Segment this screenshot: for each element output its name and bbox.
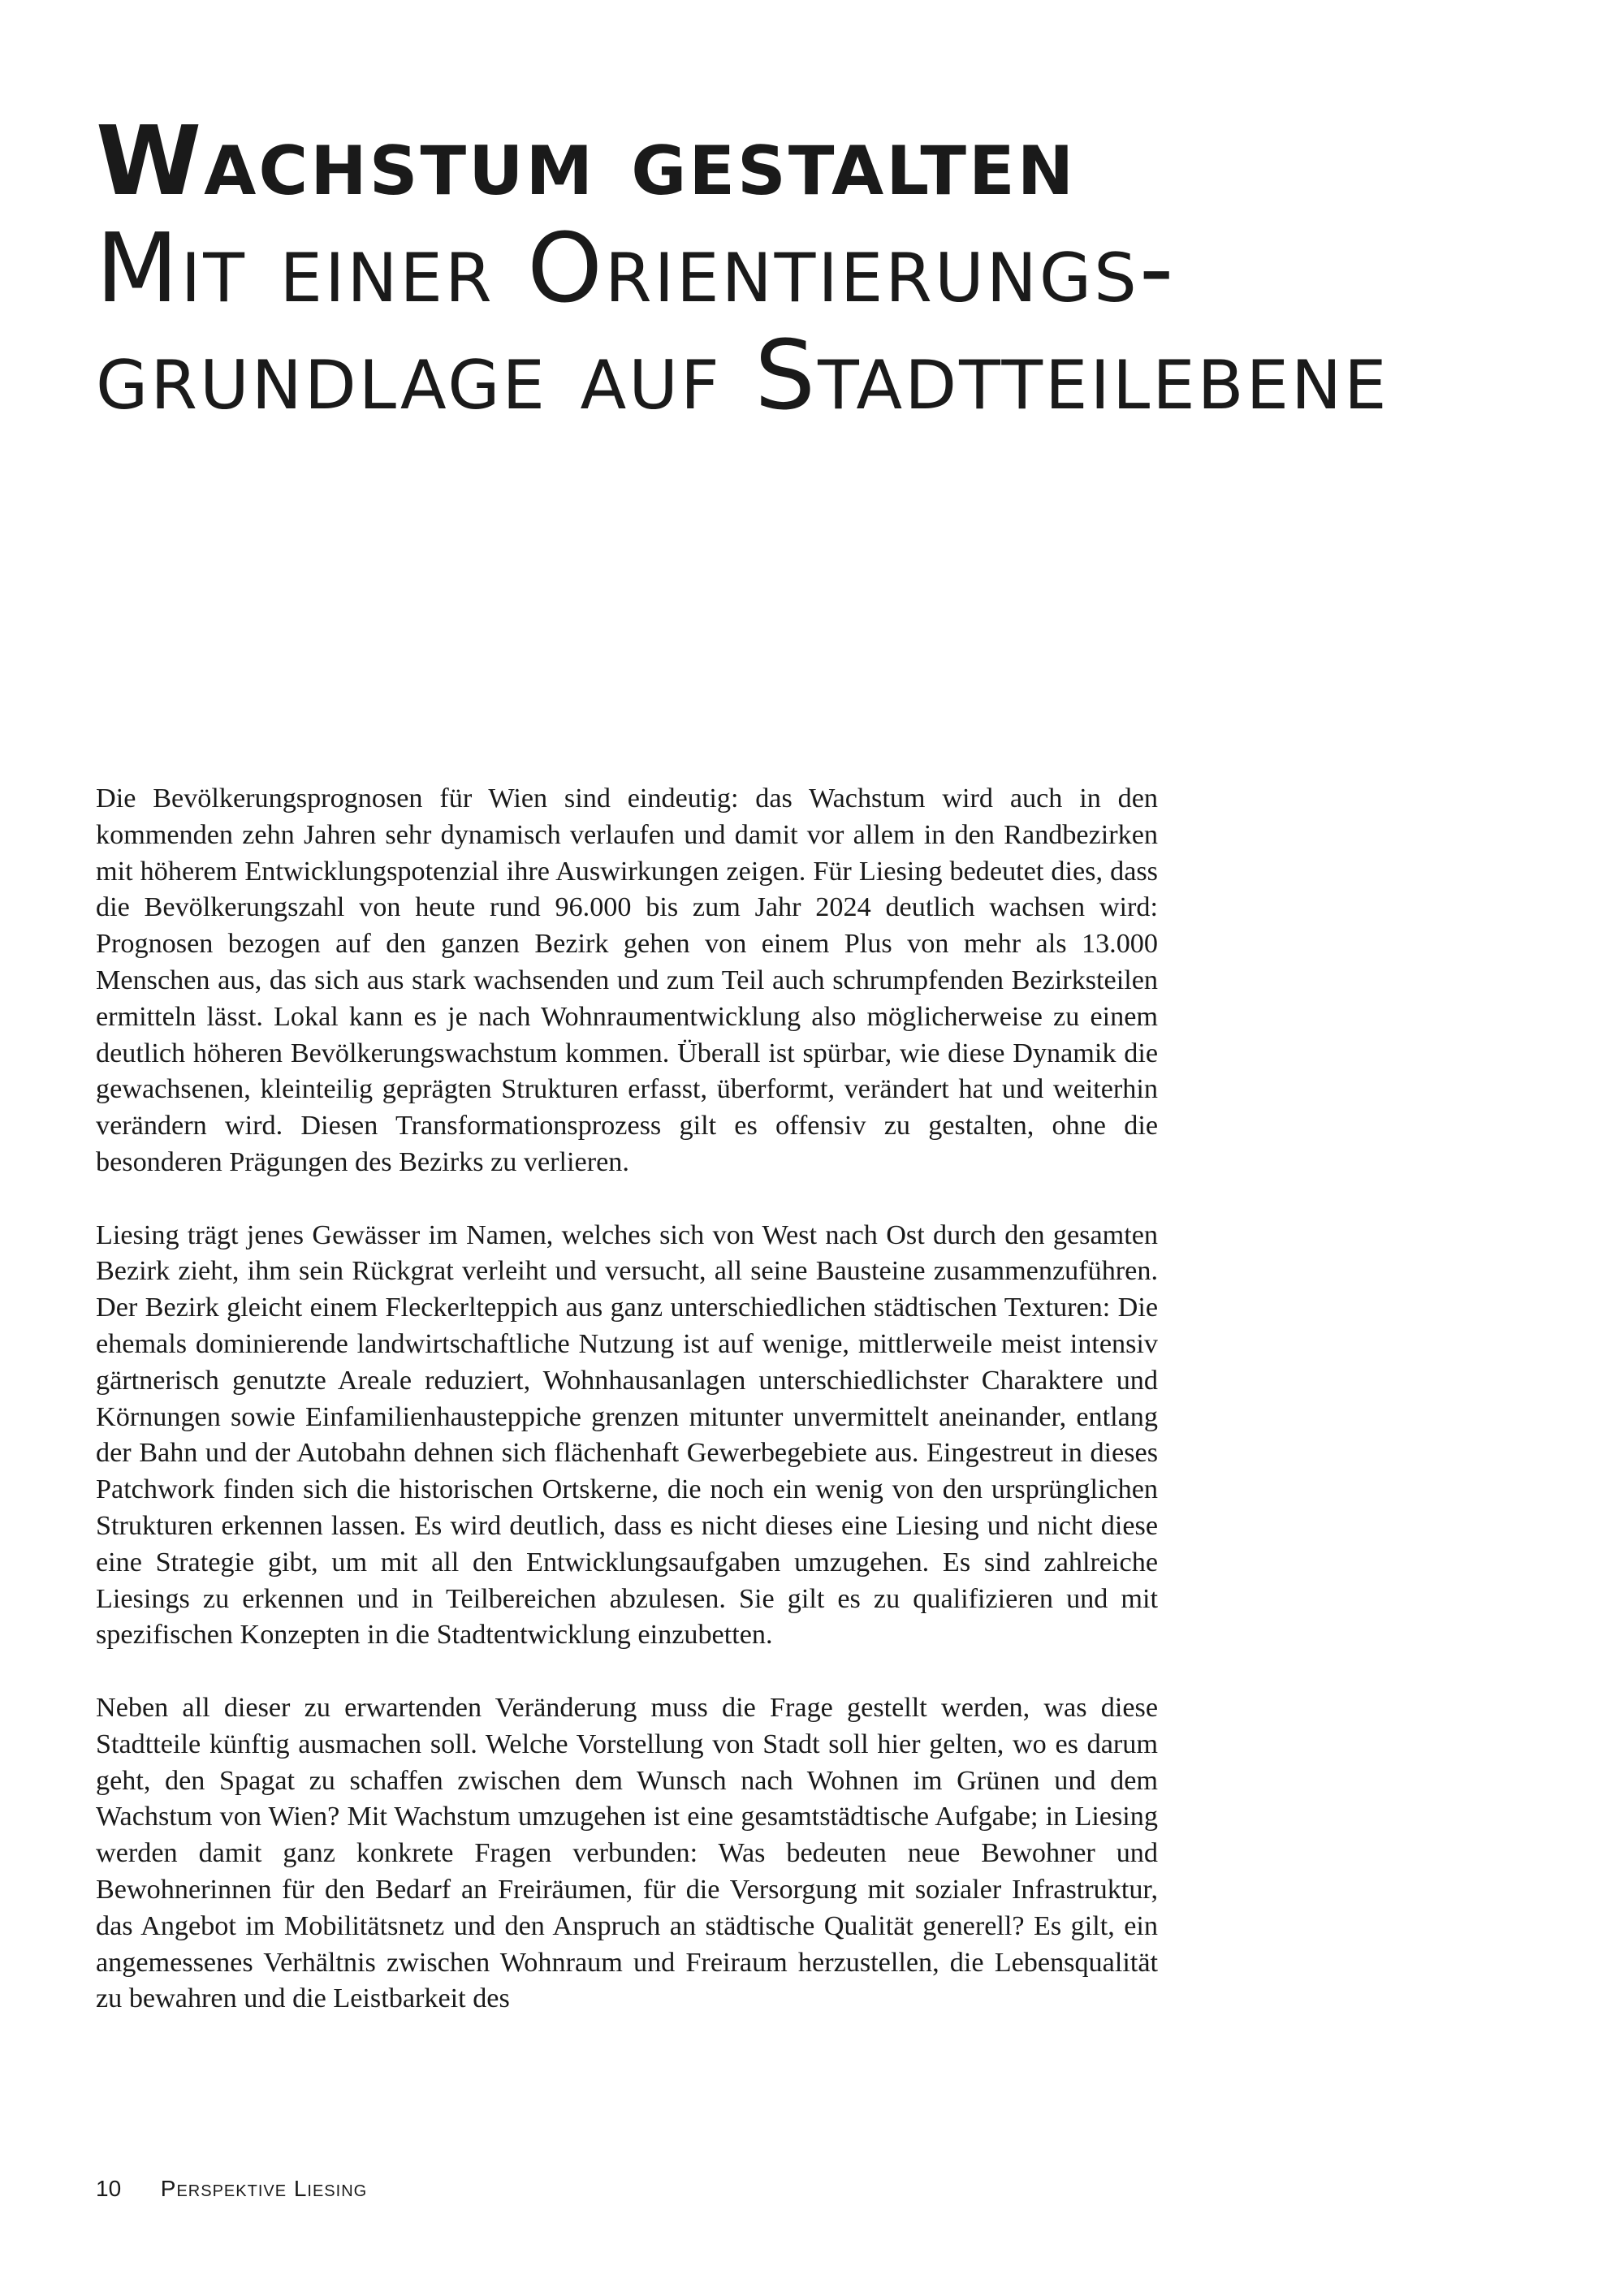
- page-footer: [96, 2176, 367, 2202]
- heading-line-2: Mit einer Orientierungs-: [96, 212, 1177, 324]
- heading-line-1: Wachstum gestalten: [96, 105, 1077, 217]
- paragraph-2: Liesing trägt jenes Gewässer im Namen, welches sich von West nach Ost durch den gesamten Bezirk zieht, ihm sein Rückgrat verleiht und versucht, all seine Bausteine zusammenzuführen. Der Bezirk gleicht einem Fleckerlteppich aus ganz unterschiedlichen städtischen Texturen: Die ehemals dominierende landwirtschaftliche Nutzung ist auf wenige, mittlerweile meist intensiv gärtnerisch genutzte Areale reduziert, Wohnhausanlagen unterschiedlichster Charaktere und Körnungen sowie Einfamilienhausteppiche grenzen mitunter unvermittelt aneinander, entlang der Bahn und der Autobahn dehnen sich flächenhaft Gewerbegebiete aus. Eingestreut in dieses Patchwork finden sich die historischen Ortskerne, die noch ein wenig von den ursprünglichen Strukturen erkennen lassen. Es wird deutlich, dass es nicht dieses eine Liesing und nicht diese eine Strategie gibt, um mit all den Entwicklungsaufgaben umzugehen. Es sind zahlreiche Liesings zu erkennen und in Teilbereichen abzulesen. Sie gilt es zu qualifizieren und mit spezifischen Konzepten in die Stadtentwicklung einzubetten.: [96, 1219, 1158, 1651]
- chapter-heading: [96, 107, 1476, 429]
- body-text: [96, 781, 1158, 2054]
- paragraph-1: Die Bevölkerungsprognosen für Wien sind eindeutig: das Wachstum wird auch in den kommenden zehn Jahren sehr dynamisch verlaufen und damit vor allem in den Randbezirken mit höherem Entwicklungspotenzial ihre Auswirkungen zeigen. Für Liesing bedeutet dies, dass die Bevölkerungszahl von heute rund 96.000 bis zum Jahr 2024 deutlich wachsen wird: Prognosen bezogen auf den ganzen Bezirk gehen von einem Plus von mehr als 13.000 Menschen aus, das sich aus stark wachsenden und zum Teil auch schrumpfenden Bezirksteilen ermitteln lässt. Lokal kann es je nach Wohnraumentwicklung also möglicherweise zu einem deutlich höheren Bevölkerungswachstum kommen. Überall ist spürbar, wie diese Dynamik die gewachsenen, kleinteilig geprägten Strukturen erfasst, überformt, verändert hat und weiterhin verändern wird. Diesen Transformationsprozess gilt es offensiv zu gestalten, ohne die besonderen Prägungen des Bezirks zu verlieren.: [96, 783, 1158, 1177]
- running-title: Perspektive Liesing: [160, 2176, 368, 2201]
- paragraph-3: Neben all dieser zu erwartenden Veränderung muss die Frage gestellt werden, was diese Stadtteile künftig ausmachen soll. Welche Vorstellung von Stadt soll hier gelten, wo es darum geht, den Spagat zu schaffen zwischen dem Wunsch nach Wohnen im Grünen und dem Wachstum von Wien? Mit Wachstum umzugehen ist eine gesamtstädtische Aufgabe; in Liesing werden damit ganz konkrete Fragen verbunden: Was bedeuten neue Bewohner und Bewohnerinnen für den Bedarf an Freiräumen, für die Versorgung mit sozialer Infrastruktur, das Angebot im Mobilitätsnetz und den Anspruch an städtische Qualität generell? Es gilt, ein angemessenes Verhältnis zwischen Wohnraum und Freiraum herzustellen, die Lebensqualität zu bewahren und die Leistbarkeit des: [96, 1692, 1158, 2014]
- page-number: 10: [96, 2176, 122, 2201]
- heading-line-3: grundlage auf Stadtteilebene: [96, 319, 1389, 431]
